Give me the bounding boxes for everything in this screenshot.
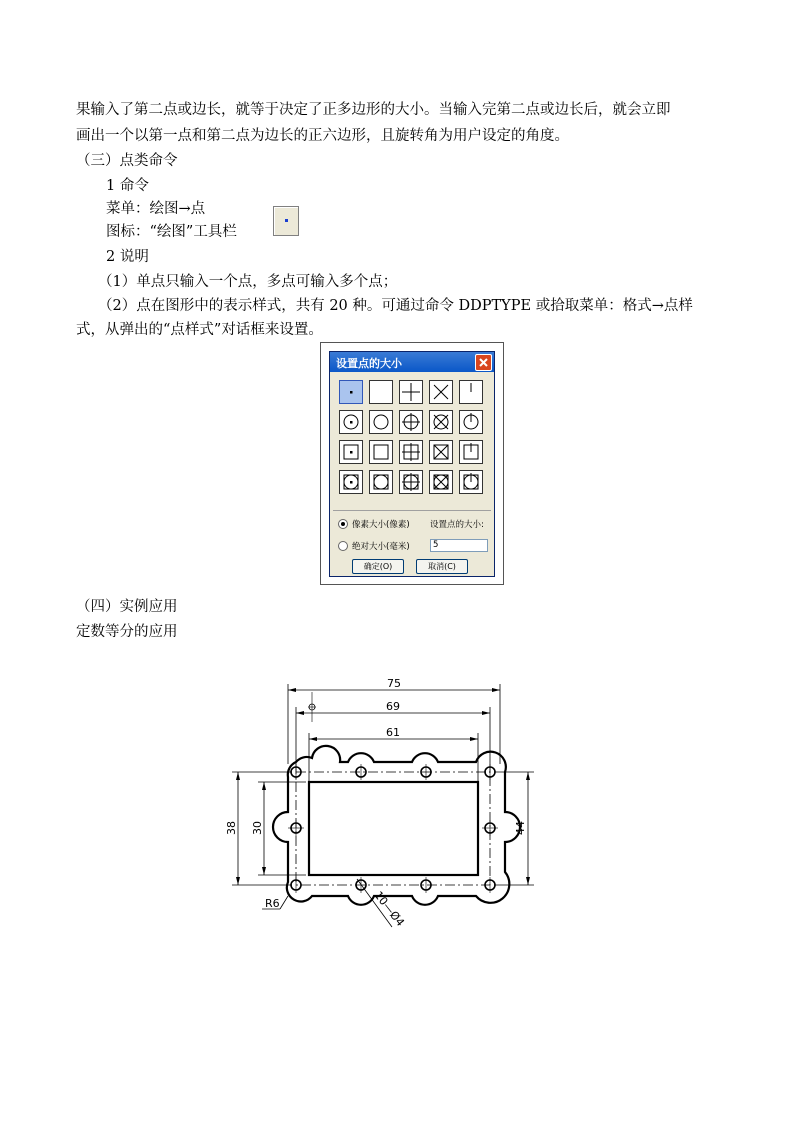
point-style-x[interactable] (429, 380, 453, 404)
point-style-sqcircle-tick[interactable] (459, 470, 483, 494)
point-style-sqcircle[interactable] (369, 470, 393, 494)
point-style-dialog (320, 342, 504, 585)
point-style-sqcircle-dot[interactable] (339, 470, 363, 494)
point-style-sqcircle-x[interactable] (429, 470, 453, 494)
icon-line: 图标：“绘图”工具栏 (106, 224, 237, 240)
point-style-sqcircle-plus[interactable] (399, 470, 423, 494)
size-input[interactable]: 5 (430, 539, 488, 552)
radio-absolute[interactable] (338, 541, 348, 551)
point-style-circle-tick[interactable] (459, 410, 483, 434)
dialog-title: 设置点的大小 (336, 357, 402, 370)
point-style-square[interactable] (369, 440, 393, 464)
point-style-tick[interactable] (459, 380, 483, 404)
radio-relative[interactable] (338, 519, 348, 529)
section-heading-4: （四）实例应用 (76, 599, 178, 615)
radius-label: R6 (265, 897, 280, 910)
point-style-grid (333, 378, 491, 506)
flange-drawing (222, 672, 562, 932)
cancel-button[interactable]: 取消(C) (416, 559, 468, 574)
example-title: 定数等分的应用 (76, 624, 178, 640)
explain-item-1: （1）单点只输入一个点，多点可输入多个点； (98, 274, 398, 290)
radio-relative-label: 像素大小(像素) (352, 520, 410, 530)
dim-69-label: 69 (386, 700, 400, 713)
dim-30-label: 30 (251, 821, 264, 835)
paragraph-line-2: 画出一个以第一点和第二点为边长的正六边形，且旋转角为用户设定的角度。 (76, 128, 569, 144)
explain-item-2b: 式，从弹出的“点样式”对话框来设置。 (76, 322, 323, 338)
point-style-dot[interactable] (339, 380, 363, 404)
point-icon (273, 206, 299, 236)
point-style-square-dot[interactable] (339, 440, 363, 464)
divider (333, 510, 491, 511)
radio-absolute-label: 绝对大小(毫米) (352, 542, 410, 552)
dim-61-label: 61 (386, 726, 400, 739)
point-style-circle-plus[interactable] (399, 410, 423, 434)
point-style-plus[interactable] (399, 380, 423, 404)
section-heading-3: （三）点类命令 (76, 153, 178, 169)
size-label: 设置点的大小: (430, 520, 484, 530)
point-style-circle[interactable] (369, 410, 393, 434)
close-icon[interactable] (475, 354, 492, 371)
dim-75-label: 75 (387, 677, 401, 690)
dialog-titlebar (330, 352, 494, 372)
command-heading: 1 命令 (106, 178, 149, 194)
explain-item-2a: （2）点在图形中的表示样式，共有 20 种。可通过命令 DDPTYPE 或拾取菜单：格式→点样 (98, 298, 693, 314)
point-style-circle-x[interactable] (429, 410, 453, 434)
explain-heading: 2 说明 (106, 249, 149, 265)
holes-label: 10—Ø4 (371, 888, 407, 929)
point-style-none[interactable] (369, 380, 393, 404)
point-style-circle-dot[interactable] (339, 410, 363, 434)
dim-44-label: 44 (514, 821, 527, 835)
paragraph-line-1: 果输入了第二点或边长，就等于决定了正多边形的大小。当输入完第二点或边长后，就会立即 (76, 102, 671, 118)
menu-line: 菜单：绘图→点 (106, 201, 206, 217)
point-style-square-tick[interactable] (459, 440, 483, 464)
dim-38-label: 38 (225, 821, 238, 835)
inner-window (309, 782, 478, 875)
ok-button[interactable]: 确定(O) (352, 559, 404, 574)
point-style-square-x[interactable] (429, 440, 453, 464)
point-style-square-plus[interactable] (399, 440, 423, 464)
